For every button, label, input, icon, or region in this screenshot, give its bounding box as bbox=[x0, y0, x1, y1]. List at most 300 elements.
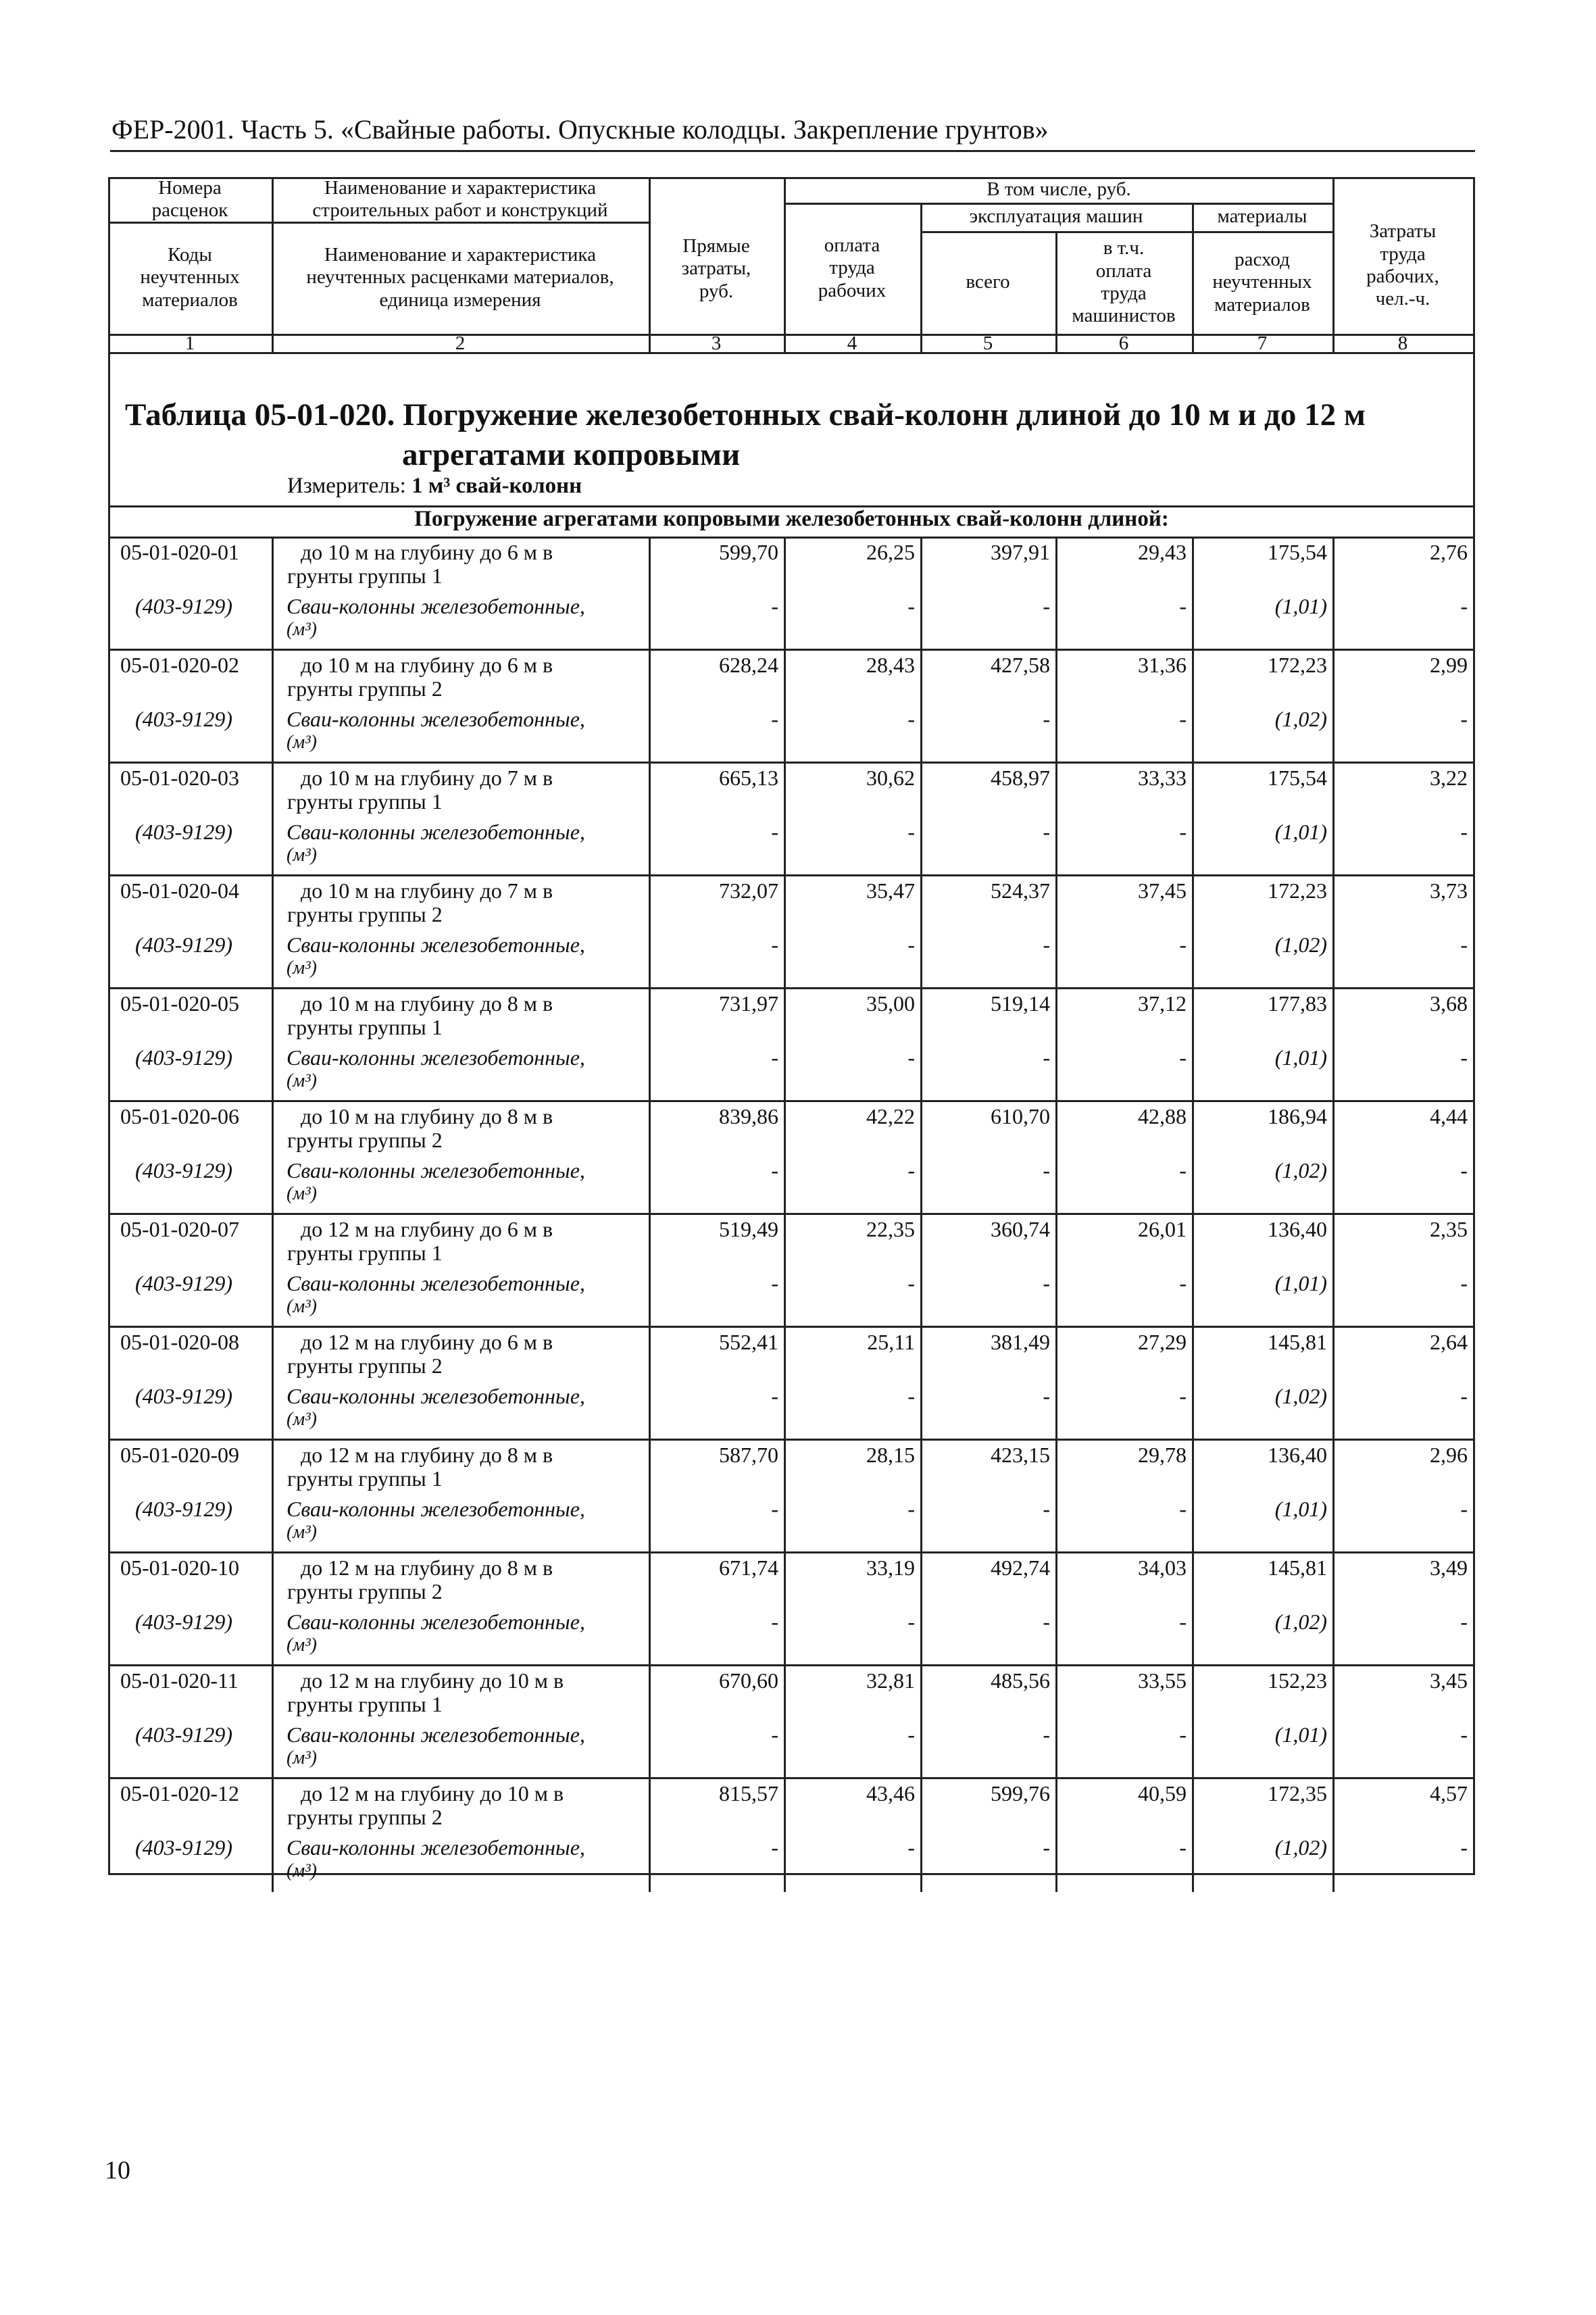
work-description bbox=[287, 1330, 740, 1378]
work-description bbox=[287, 1781, 740, 1830]
column-divider bbox=[272, 1441, 274, 1551]
material-description bbox=[286, 933, 585, 979]
material-description bbox=[286, 1046, 585, 1092]
value-materials: 172,23 bbox=[1268, 878, 1327, 903]
material-value: (1,02) bbox=[1274, 932, 1327, 957]
material-value: - bbox=[1179, 594, 1187, 618]
value-materials: 145,81 bbox=[1268, 1330, 1327, 1354]
value-mach-total: 397,91 bbox=[991, 540, 1050, 564]
header-material-name: Наименование и характеристика неучтенных расценками материалов, единица измерения bbox=[306, 243, 614, 311]
column-divider bbox=[1055, 1328, 1057, 1439]
material-value: - bbox=[1460, 1610, 1468, 1634]
value-materials: 175,54 bbox=[1268, 540, 1327, 564]
material-code: (403-9129) bbox=[135, 1158, 232, 1183]
rate-code: 05-01-020-01 bbox=[120, 540, 239, 564]
material-name: Сваи-колонны железобетонные, bbox=[286, 820, 585, 844]
column-divider bbox=[1055, 651, 1057, 762]
material-description bbox=[286, 1497, 585, 1543]
column-divider bbox=[784, 1102, 786, 1213]
work-description-line: грунты группы 2 bbox=[287, 902, 443, 927]
column-number: 3 bbox=[711, 332, 722, 355]
value-labor: 35,47 bbox=[866, 878, 915, 903]
header-border-right bbox=[1473, 177, 1475, 354]
column-divider bbox=[1192, 1553, 1194, 1664]
column-divider bbox=[784, 1779, 786, 1892]
value-direct: 732,07 bbox=[719, 878, 778, 903]
material-description bbox=[286, 1159, 585, 1205]
value-mach-total: 427,58 bbox=[991, 653, 1050, 677]
table-row bbox=[108, 1328, 1475, 1441]
material-value: - bbox=[771, 1610, 778, 1634]
material-description bbox=[286, 1610, 585, 1656]
work-description bbox=[287, 991, 740, 1040]
value-hours: 3,49 bbox=[1430, 1555, 1468, 1580]
header-machines-total: всего bbox=[966, 271, 1010, 293]
rate-code: 05-01-020-06 bbox=[120, 1104, 239, 1128]
table-row bbox=[108, 1553, 1475, 1666]
material-value: - bbox=[1179, 1158, 1187, 1183]
work-description-line: грунты группы 1 bbox=[287, 1015, 443, 1040]
column-divider bbox=[920, 1666, 922, 1777]
material-name: Сваи-колонны железобетонные, bbox=[286, 932, 585, 957]
value-materials: 172,35 bbox=[1268, 1781, 1327, 1806]
column-divider bbox=[1332, 764, 1335, 874]
column-number: 2 bbox=[455, 332, 466, 355]
column-number: 4 bbox=[847, 332, 857, 355]
material-value: - bbox=[771, 1497, 778, 1521]
material-unit: (м³) bbox=[286, 845, 317, 866]
material-value: - bbox=[907, 1158, 915, 1183]
material-value: - bbox=[1043, 1271, 1050, 1295]
value-direct: 519,49 bbox=[719, 1217, 778, 1241]
column-divider bbox=[1055, 1215, 1057, 1326]
material-value: - bbox=[1179, 932, 1187, 957]
material-value: - bbox=[771, 1722, 778, 1747]
material-code: (403-9129) bbox=[135, 820, 232, 844]
material-code: (403-9129) bbox=[135, 1610, 232, 1634]
column-divider bbox=[920, 764, 922, 874]
value-labor: 33,19 bbox=[866, 1555, 915, 1580]
material-value: - bbox=[1043, 1045, 1050, 1070]
material-value: (1,01) bbox=[1274, 594, 1327, 618]
material-name: Сваи-колонны железобетонные, bbox=[286, 707, 585, 731]
value-labor: 30,62 bbox=[866, 766, 915, 790]
work-description-line: до 12 м на глубину до 10 м в bbox=[301, 1668, 564, 1693]
column-divider bbox=[272, 1328, 274, 1439]
material-description bbox=[286, 595, 585, 641]
material-unit: (м³) bbox=[286, 1522, 317, 1543]
value-mach-total: 381,49 bbox=[991, 1330, 1050, 1354]
page-number: 10 bbox=[105, 2156, 130, 2185]
material-value: - bbox=[1179, 820, 1187, 844]
work-description-line: до 10 м на глубину до 7 м в bbox=[301, 878, 553, 903]
column-divider bbox=[1192, 1102, 1194, 1213]
table-row bbox=[108, 1779, 1475, 1892]
column-divider bbox=[1332, 1779, 1335, 1892]
material-code: (403-9129) bbox=[135, 594, 232, 618]
material-value: - bbox=[1460, 1045, 1468, 1070]
value-hours: 3,45 bbox=[1430, 1668, 1468, 1693]
value-direct: 731,97 bbox=[719, 991, 778, 1016]
material-value: - bbox=[1179, 1271, 1187, 1295]
column-divider bbox=[784, 764, 786, 874]
rate-code: 05-01-020-12 bbox=[120, 1781, 239, 1806]
column-number: 1 bbox=[184, 332, 195, 355]
value-mach-labor: 29,43 bbox=[1138, 540, 1187, 564]
material-unit: (м³) bbox=[286, 1409, 317, 1430]
value-hours: 2,99 bbox=[1430, 653, 1468, 677]
material-value: (1,01) bbox=[1274, 820, 1327, 844]
work-description bbox=[287, 1668, 740, 1717]
value-hours: 3,22 bbox=[1430, 766, 1468, 790]
material-description bbox=[286, 707, 585, 753]
value-mach-total: 599,76 bbox=[991, 1781, 1050, 1806]
work-description bbox=[287, 540, 740, 589]
column-divider bbox=[784, 1215, 786, 1326]
value-mach-labor: 33,55 bbox=[1138, 1668, 1187, 1693]
value-hours: 4,44 bbox=[1430, 1104, 1468, 1128]
material-value: - bbox=[1043, 1497, 1050, 1521]
column-divider bbox=[920, 1779, 922, 1892]
material-value: - bbox=[771, 820, 778, 844]
material-value: - bbox=[771, 594, 778, 618]
header-materials: материалы bbox=[1217, 205, 1307, 228]
column-divider bbox=[272, 989, 274, 1100]
header-rule bbox=[110, 150, 1475, 152]
value-direct: 552,41 bbox=[719, 1330, 778, 1354]
material-value: - bbox=[907, 1497, 915, 1521]
header-material-consumption: расход неучтенных материалов bbox=[1212, 248, 1312, 316]
material-value: - bbox=[771, 932, 778, 957]
material-value: - bbox=[1043, 707, 1050, 731]
table-row bbox=[108, 764, 1475, 876]
material-value: - bbox=[1179, 1045, 1187, 1070]
column-number: 5 bbox=[982, 332, 993, 355]
measure-unit: Измеритель: 1 м³ свай-колонн bbox=[287, 474, 582, 498]
column-divider bbox=[1055, 1666, 1057, 1777]
value-mach-labor: 27,29 bbox=[1138, 1330, 1187, 1354]
column-divider bbox=[1192, 764, 1194, 874]
table-row bbox=[108, 1441, 1475, 1553]
value-mach-labor: 33,33 bbox=[1138, 766, 1187, 790]
column-divider bbox=[272, 1666, 274, 1777]
column-divider bbox=[1055, 538, 1057, 649]
material-code: (403-9129) bbox=[135, 932, 232, 957]
value-hours: 2,35 bbox=[1430, 1217, 1468, 1241]
table-row bbox=[108, 651, 1475, 764]
column-divider bbox=[1192, 1779, 1194, 1892]
header-machinist-pay: в т.ч. оплата труда машинистов bbox=[1072, 237, 1176, 327]
value-labor: 35,00 bbox=[866, 991, 915, 1016]
material-description bbox=[286, 820, 585, 866]
value-hours: 2,64 bbox=[1430, 1330, 1468, 1354]
value-mach-total: 610,70 bbox=[991, 1104, 1050, 1128]
material-value: - bbox=[771, 1384, 778, 1408]
column-divider bbox=[1192, 538, 1194, 649]
value-direct: 599,70 bbox=[719, 540, 778, 564]
value-mach-labor: 31,36 bbox=[1138, 653, 1187, 677]
work-description-line: грунты группы 2 bbox=[287, 676, 443, 701]
material-value: (1,01) bbox=[1274, 1497, 1327, 1521]
value-hours: 3,73 bbox=[1430, 878, 1468, 903]
rate-rows bbox=[108, 538, 1475, 1892]
material-value: (1,01) bbox=[1274, 1271, 1327, 1295]
material-name: Сваи-колонны железобетонные, bbox=[286, 1497, 585, 1521]
material-value: - bbox=[771, 1271, 778, 1295]
value-hours: 3,68 bbox=[1430, 991, 1468, 1016]
column-divider bbox=[1332, 1102, 1335, 1213]
work-description-line: грунты группы 2 bbox=[287, 1805, 443, 1830]
value-direct: 587,70 bbox=[719, 1443, 778, 1467]
table-row bbox=[108, 1215, 1475, 1328]
material-value: - bbox=[1460, 1722, 1468, 1747]
material-code: (403-9129) bbox=[135, 1497, 232, 1521]
value-materials: 152,23 bbox=[1268, 1668, 1327, 1693]
material-value: - bbox=[1460, 932, 1468, 957]
column-divider bbox=[784, 1553, 786, 1664]
work-description bbox=[287, 766, 740, 814]
column-divider bbox=[784, 876, 786, 987]
header-direct-costs: Прямые затраты, руб. bbox=[681, 234, 751, 302]
value-materials: 175,54 bbox=[1268, 766, 1327, 790]
value-mach-total: 485,56 bbox=[991, 1668, 1050, 1693]
work-description-line: грунты группы 1 bbox=[287, 1692, 443, 1717]
material-value: - bbox=[907, 1835, 915, 1860]
value-labor: 32,81 bbox=[866, 1668, 915, 1693]
work-description bbox=[287, 1555, 740, 1604]
column-number: 6 bbox=[1118, 332, 1129, 355]
value-mach-total: 524,37 bbox=[991, 878, 1050, 903]
material-value: - bbox=[907, 820, 915, 844]
rate-code: 05-01-020-02 bbox=[120, 653, 239, 677]
column-divider bbox=[1332, 989, 1335, 1100]
column-number: 7 bbox=[1257, 332, 1268, 355]
table-row bbox=[108, 876, 1475, 989]
material-value: - bbox=[771, 1158, 778, 1183]
material-value: - bbox=[1460, 1835, 1468, 1860]
rate-code: 05-01-020-04 bbox=[120, 878, 239, 903]
column-divider bbox=[1192, 1215, 1194, 1326]
material-value: - bbox=[1043, 1835, 1050, 1860]
value-materials: 136,40 bbox=[1268, 1217, 1327, 1241]
column-header bbox=[108, 177, 1475, 354]
material-value: - bbox=[1043, 1158, 1050, 1183]
value-hours: 2,96 bbox=[1430, 1443, 1468, 1467]
column-divider bbox=[920, 1215, 922, 1326]
column-divider bbox=[1332, 651, 1335, 762]
column-divider bbox=[920, 1441, 922, 1551]
column-divider bbox=[920, 651, 922, 762]
header-machines: эксплуатация машин bbox=[969, 205, 1143, 228]
column-divider bbox=[784, 651, 786, 762]
material-value: - bbox=[1043, 594, 1050, 618]
column-divider bbox=[272, 538, 274, 649]
value-mach-labor: 26,01 bbox=[1138, 1217, 1187, 1241]
material-value: - bbox=[1043, 820, 1050, 844]
column-divider bbox=[1332, 1553, 1335, 1664]
work-description-line: до 10 м на глубину до 8 м в bbox=[301, 1104, 553, 1128]
column-divider bbox=[1055, 1553, 1057, 1664]
material-value: - bbox=[907, 1722, 915, 1747]
column-divider bbox=[1055, 1779, 1057, 1892]
material-value: - bbox=[1460, 1497, 1468, 1521]
material-unit: (м³) bbox=[286, 1183, 317, 1205]
material-description bbox=[286, 1836, 585, 1882]
value-mach-labor: 37,12 bbox=[1138, 991, 1187, 1016]
material-name: Сваи-колонны железобетонные, bbox=[286, 594, 585, 618]
material-unit: (м³) bbox=[286, 732, 317, 753]
value-direct: 670,60 bbox=[719, 1668, 778, 1693]
column-divider bbox=[1055, 876, 1057, 987]
material-name: Сваи-колонны железобетонные, bbox=[286, 1610, 585, 1634]
value-labor: 22,35 bbox=[866, 1217, 915, 1241]
material-value: (1,01) bbox=[1274, 1722, 1327, 1747]
material-value: - bbox=[907, 1384, 915, 1408]
work-description-line: до 10 м на глубину до 6 м в bbox=[301, 540, 553, 564]
value-mach-labor: 34,03 bbox=[1138, 1555, 1187, 1580]
work-description bbox=[287, 1104, 740, 1153]
material-value: - bbox=[1043, 1722, 1050, 1747]
material-unit: (м³) bbox=[286, 1296, 317, 1318]
material-value: - bbox=[1179, 1497, 1187, 1521]
material-name: Сваи-колонны железобетонные, bbox=[286, 1158, 585, 1183]
value-labor: 28,15 bbox=[866, 1443, 915, 1467]
column-divider bbox=[1332, 1441, 1335, 1551]
work-description bbox=[287, 1217, 740, 1266]
table-row bbox=[108, 989, 1475, 1102]
material-value: - bbox=[1460, 707, 1468, 731]
value-mach-total: 360,74 bbox=[991, 1217, 1050, 1241]
work-description-line: грунты группы 2 bbox=[287, 1353, 443, 1378]
work-description bbox=[287, 653, 740, 701]
material-value: - bbox=[1043, 1610, 1050, 1634]
material-value: - bbox=[1460, 1158, 1468, 1183]
value-mach-labor: 40,59 bbox=[1138, 1781, 1187, 1806]
value-labor: 26,25 bbox=[866, 540, 915, 564]
running-head: ФЕР-2001. Часть 5. «Свайные работы. Опускные колодцы. Закрепление грунтов» bbox=[111, 114, 1049, 145]
column-divider bbox=[920, 1553, 922, 1664]
value-direct: 815,57 bbox=[719, 1781, 778, 1806]
work-description-line: грунты группы 1 bbox=[287, 564, 443, 589]
material-value: - bbox=[1179, 1384, 1187, 1408]
work-description-line: до 10 м на глубину до 6 м в bbox=[301, 653, 553, 677]
material-name: Сваи-колонны железобетонные, bbox=[286, 1045, 585, 1070]
material-code: (403-9129) bbox=[135, 1045, 232, 1070]
material-value: - bbox=[1043, 932, 1050, 957]
material-value: - bbox=[907, 932, 915, 957]
material-value: (1,02) bbox=[1274, 1835, 1327, 1860]
rate-code: 05-01-020-08 bbox=[120, 1330, 239, 1354]
column-divider bbox=[1055, 764, 1057, 874]
rate-code: 05-01-020-11 bbox=[120, 1668, 239, 1693]
column-divider bbox=[272, 651, 274, 762]
header-work-name: Наименование и характеристика строительных работ и конструкций bbox=[312, 176, 608, 221]
material-code: (403-9129) bbox=[135, 1384, 232, 1408]
material-name: Сваи-колонны железобетонные, bbox=[286, 1271, 585, 1295]
work-description-line: до 10 м на глубину до 7 м в bbox=[301, 766, 553, 790]
material-value: - bbox=[1179, 1722, 1187, 1747]
column-divider bbox=[784, 1666, 786, 1777]
column-divider bbox=[272, 876, 274, 987]
value-mach-total: 458,97 bbox=[991, 766, 1050, 790]
material-value: - bbox=[1179, 707, 1187, 731]
value-mach-total: 423,15 bbox=[991, 1443, 1050, 1467]
column-divider bbox=[272, 1779, 274, 1892]
rate-code: 05-01-020-09 bbox=[120, 1443, 239, 1467]
header-rate-number: Номера расценок bbox=[151, 176, 228, 221]
column-divider bbox=[1332, 1666, 1335, 1777]
work-description-line: грунты группы 2 bbox=[287, 1579, 443, 1604]
column-divider bbox=[272, 1553, 274, 1664]
column-divider bbox=[1055, 989, 1057, 1100]
column-divider bbox=[1192, 1328, 1194, 1439]
work-description-line: грунты группы 1 bbox=[287, 789, 443, 814]
column-divider bbox=[272, 764, 274, 874]
column-divider bbox=[1332, 1215, 1335, 1326]
value-materials: 145,81 bbox=[1268, 1555, 1327, 1580]
work-description-line: до 12 м на глубину до 6 м в bbox=[301, 1330, 553, 1354]
value-labor: 42,22 bbox=[866, 1104, 915, 1128]
column-divider bbox=[784, 989, 786, 1100]
material-unit: (м³) bbox=[286, 1635, 317, 1656]
material-unit: (м³) bbox=[286, 957, 317, 979]
material-unit: (м³) bbox=[286, 1747, 317, 1769]
material-code: (403-9129) bbox=[135, 1835, 232, 1860]
material-value: - bbox=[907, 1610, 915, 1634]
value-materials: 186,94 bbox=[1268, 1104, 1327, 1128]
material-value: - bbox=[1043, 1384, 1050, 1408]
material-value: - bbox=[1460, 594, 1468, 618]
work-description bbox=[287, 878, 740, 927]
material-code: (403-9129) bbox=[135, 707, 232, 731]
column-divider bbox=[1192, 876, 1194, 987]
column-divider bbox=[1192, 1441, 1194, 1551]
material-value: (1,02) bbox=[1274, 1158, 1327, 1183]
column-divider bbox=[784, 538, 786, 649]
material-value: (1,02) bbox=[1274, 1384, 1327, 1408]
material-unit: (м³) bbox=[286, 1860, 317, 1882]
value-direct: 839,86 bbox=[719, 1104, 778, 1128]
material-value: (1,01) bbox=[1274, 1045, 1327, 1070]
value-materials: 172,23 bbox=[1268, 653, 1327, 677]
value-mach-labor: 37,45 bbox=[1138, 878, 1187, 903]
column-divider bbox=[1332, 1328, 1335, 1439]
material-value: - bbox=[1460, 820, 1468, 844]
column-divider bbox=[784, 1441, 786, 1551]
column-divider bbox=[920, 1102, 922, 1213]
rate-code: 05-01-020-05 bbox=[120, 991, 239, 1016]
column-divider bbox=[784, 1328, 786, 1439]
column-number: 8 bbox=[1397, 332, 1408, 355]
column-divider bbox=[1055, 1102, 1057, 1213]
table-row bbox=[108, 1666, 1475, 1779]
value-materials: 136,40 bbox=[1268, 1443, 1327, 1467]
value-direct: 628,24 bbox=[719, 653, 778, 677]
work-description-line: до 12 м на глубину до 10 м в bbox=[301, 1781, 564, 1806]
material-unit: (м³) bbox=[286, 619, 317, 641]
material-name: Сваи-колонны железобетонные, bbox=[286, 1835, 585, 1860]
value-hours: 2,76 bbox=[1430, 540, 1468, 564]
header-labor-hours: Затраты труда рабочих, чел.-ч. bbox=[1366, 220, 1439, 310]
material-value: - bbox=[1179, 1835, 1187, 1860]
column-divider bbox=[1332, 876, 1335, 987]
value-mach-total: 519,14 bbox=[991, 991, 1050, 1016]
value-mach-labor: 29,78 bbox=[1138, 1443, 1187, 1467]
column-divider bbox=[272, 1102, 274, 1213]
rate-code: 05-01-020-07 bbox=[120, 1217, 239, 1241]
header-labor-pay: оплата труда рабочих bbox=[818, 234, 887, 301]
work-description-line: грунты группы 1 bbox=[287, 1241, 443, 1266]
